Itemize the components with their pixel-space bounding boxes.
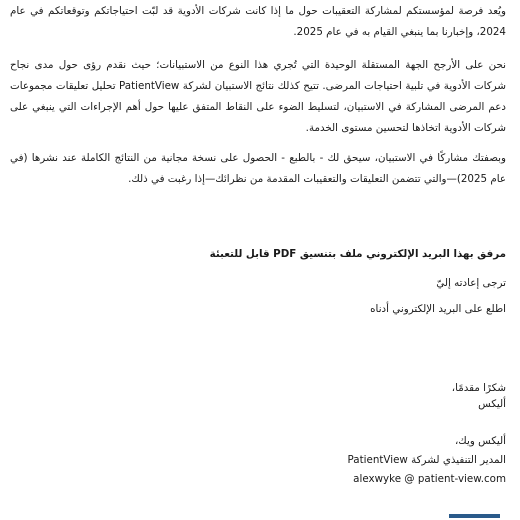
paragraph-results-offer: وبصفتك مشاركًا في الاستبيان، سيحق لك - بالطبع - الحصول على نسخة مجانية من النتائج الكاملة عند نشرها (في عام 2025)—والتي تتضمن التعليقات والتعقيبات المقدمة من نظرائك—إذا رغبت في ذلك.	[10, 152, 506, 185]
signature-email[interactable]: alexwyke @ patient-view.com	[353, 473, 506, 485]
paragraph-survey-description: نحن على الأرجح الجهة المستقلة الوحيدة التي تُجري هذا النوع من الاستبيانات؛ حيث نقدم رؤى حول مدى نجاح شركات الأدوية في تلبية احتياجات المرضى. تتيح كذلك نتائج الاستبيان لشركة PatientView تحليل تعليقات مجموعات دعم المرضى المشاركة في الاستبيان، لتسليط الضوء على النقاط المتفق عليها حول أهم الإجراءات التي ينبغي على شركات الأدوية اتخاذها لتحسين مستوى الخدمة.	[10, 59, 506, 134]
paragraph-intro: ويُعد فرصة لمؤسستكم لمشاركة التعقيبات حول ما إذا كانت شركات الأدوية قد لبّت احتياجاتكم وتوقعاتكم في عام 2024، وإخبارنا بما ينبغي القيام به في عام 2025.	[10, 5, 506, 38]
return-request: ترجى إعادته إليّ	[436, 277, 506, 289]
brand-accent-bar	[449, 514, 500, 518]
attachment-note: مرفق بهذا البريد الإلكتروني ملف بتنسيق PDF قابل للتعبئة	[209, 248, 506, 260]
signature-name: أليكس ويك،	[454, 435, 506, 447]
closing-name: أليكس	[478, 398, 506, 410]
closing-thanks: شكرًا مقدمًا،	[451, 382, 506, 394]
signature-title: المدير التنفيذي لشركة PatientView	[347, 454, 506, 466]
view-instruction: اطلع على البريد الإلكتروني أدناه	[370, 303, 506, 315]
